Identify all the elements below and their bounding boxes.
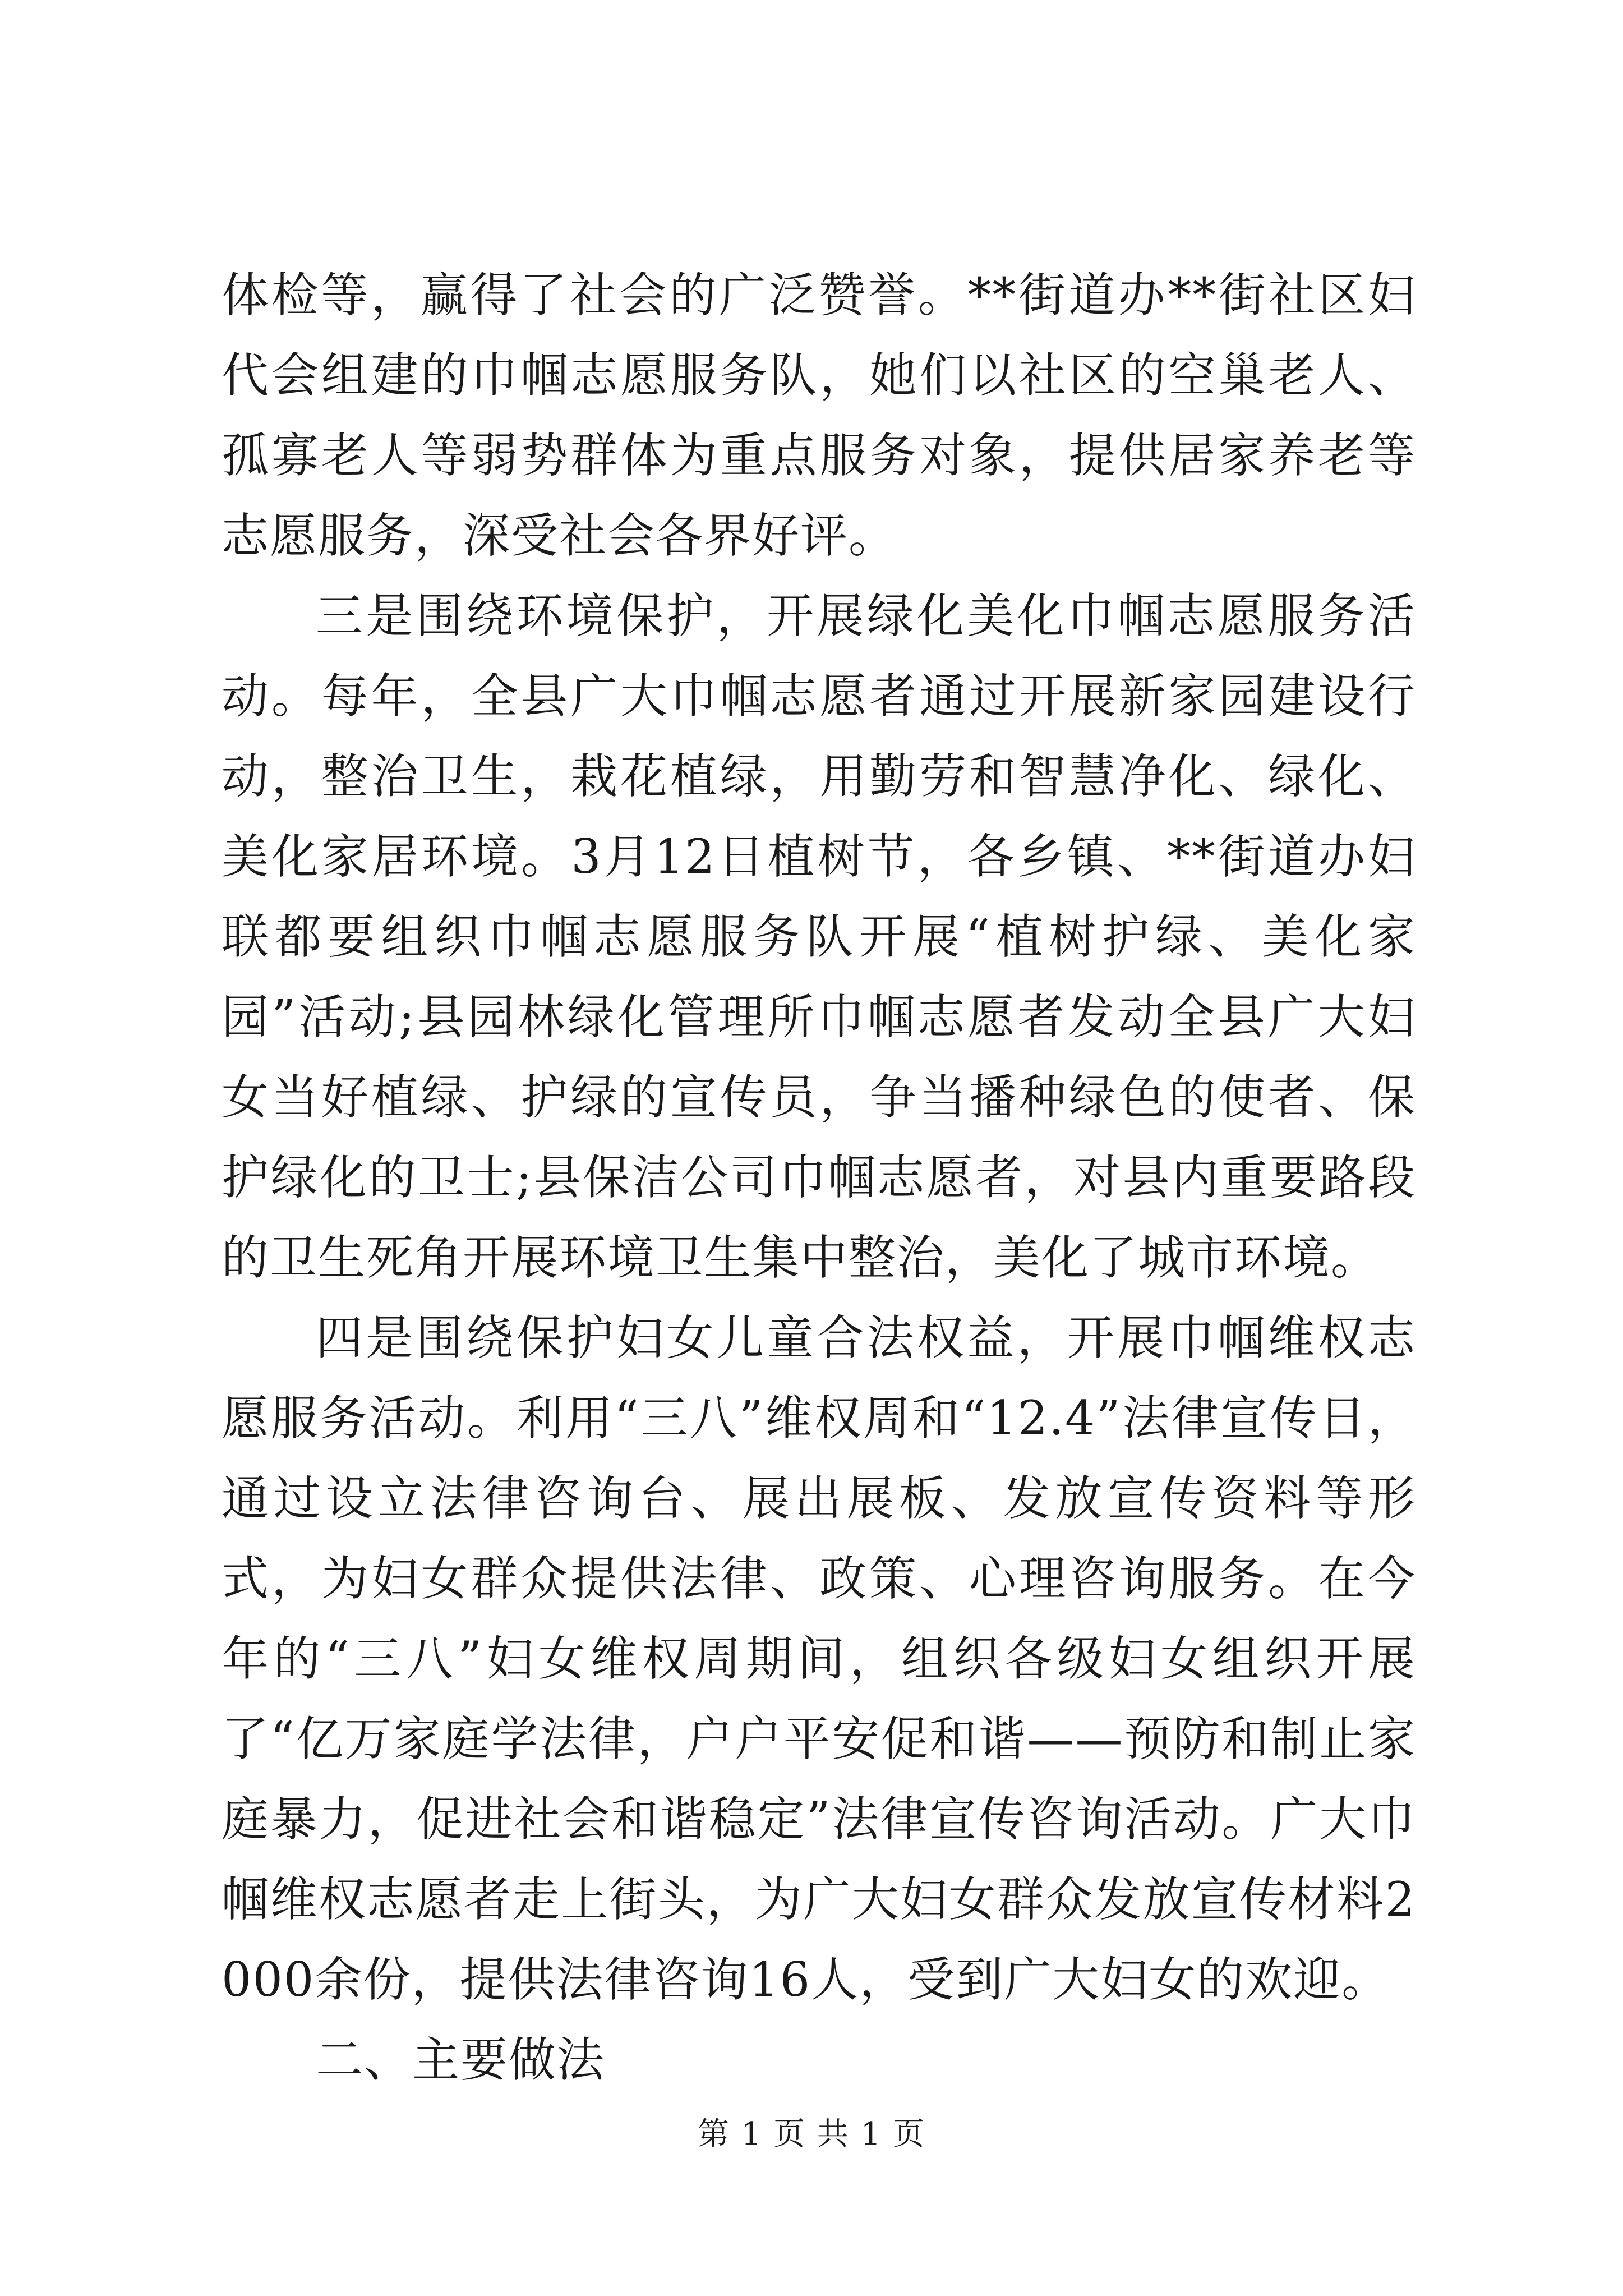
document-body bbox=[222, 255, 1416, 2100]
paragraph-rights: 四是围绕保护妇女儿童合法权益，开展巾帼维权志愿服务活动。利用“三八”维权周和“12.4”法律宣传日，通过设立法律咨询台、展出展板、发放宣传资料等形式，为妇女群众提供法律、政策、心理咨询服务。在今年的“三八”妇女维权周期间，组织各级妇女组织开展了“亿万家庭学法律，户户平安促和谐——预防和制止家庭暴力，促进社会和谐稳定”法律宣传咨询活动。广大巾帼维权志愿者走上街头，为广大妇女群众发放宣传材料2000余份，提供法律咨询16人，受到广大妇女的欢迎。 bbox=[222, 1310, 1416, 2007]
paragraph-continuation: 体检等，赢得了社会的广泛赞誉。**街道办**街社区妇代会组建的巾帼志愿服务队，她们以社区的空巢老人、孤寡老人等弱势群体为重点服务对象，提供居家养老等志愿服务，深受社会各界好评。 bbox=[222, 268, 1416, 563]
section-heading: 二、主要做法 bbox=[316, 2032, 606, 2087]
page-footer: 第 1 页 共 1 页 bbox=[697, 2116, 926, 2152]
paragraph-environment: 三是围绕环境保护，开展绿化美化巾帼志愿服务活动。每年，全县广大巾帼志愿者通过开展新家园建设行动，整治卫生，栽花植绿，用勤劳和智慧净化、绿化、美化家居环境。3月12日植树节，各乡镇、**街道办妇联都要组织巾帼志愿服务队开展“植树护绿、美化家园”活动;县园林绿化管理所巾帼志愿者发动全县广大妇女当好植绿、护绿的宣传员，争当播种绿色的使者、保护绿化的卫士;县保洁公司巾帼志愿者，对县内重要路段的卫生死角开展环境卫生集中整治，美化了城市环境。 bbox=[222, 588, 1416, 1285]
